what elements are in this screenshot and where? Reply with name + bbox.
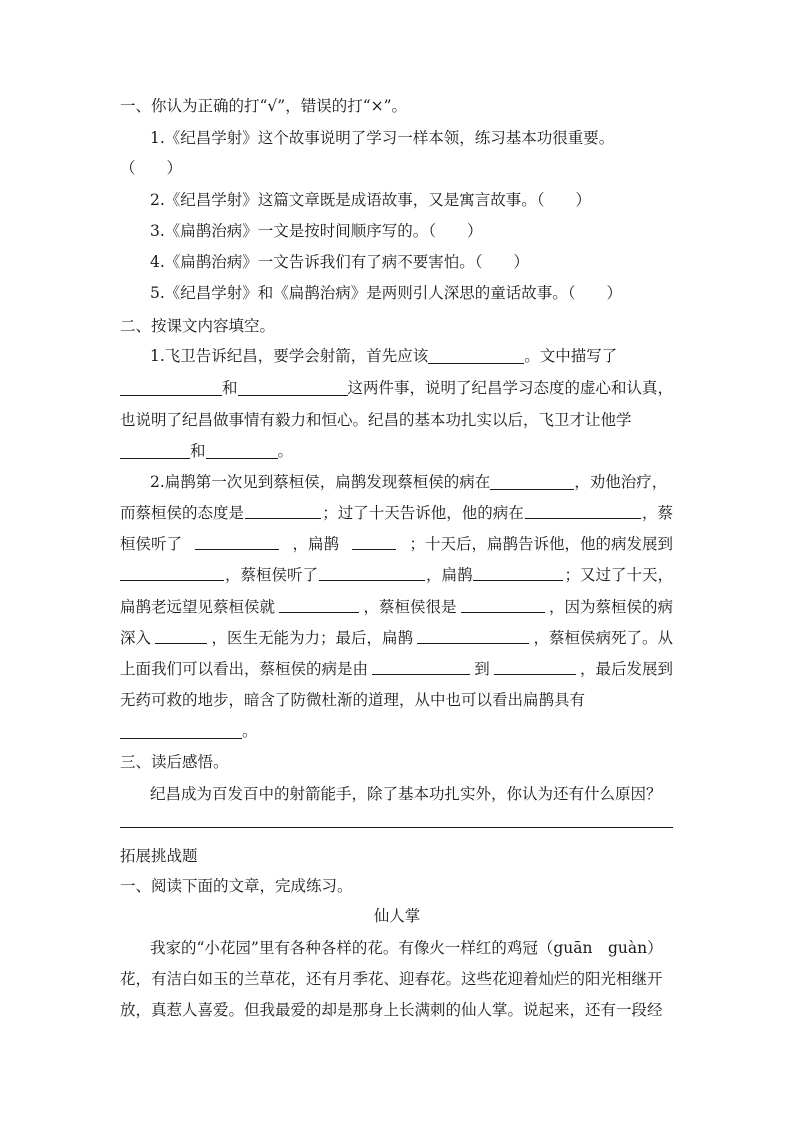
fill-blank[interactable] [352,534,396,550]
q2-line-5: 扁鹊老远望见蔡桓侯就 ，蔡桓侯很是 ，因为蔡桓侯的病 [120,598,673,616]
q2-line-6: 深入 ，医生无能为力；最后，扁鹊 ，蔡桓侯病死了。从 [120,629,673,647]
article-title: 仙人掌 [373,907,421,925]
fill-blank[interactable] [195,534,279,550]
s1-item-4: 4.《扁鹊治病》一文告诉我们有了病不要害怕。（ ） [150,253,530,271]
s1-item-1-bracket: （ ） [120,159,183,177]
fill-blank[interactable] [494,659,576,675]
extension-title: 拓展挑战题 [120,847,198,865]
fill-blank[interactable] [428,348,524,364]
q2-line-2: 而蔡桓侯的态度是 ；过了十天告诉他，他的病在 ，蔡 [120,504,673,522]
fill-blank[interactable] [120,443,190,459]
article-line-2: 花，有洁白如玉的兰草花，还有月季花、迎春花。这些花迎着灿烂的阳光相继开 [120,970,663,988]
s1-item-2: 2.《纪昌学射》这篇文章既是成语故事，又是寓言故事。（ ） [150,191,592,209]
s1-item-1: 1.《纪昌学射》这个故事说明了学习一样本领，练习基本功很重要。 [150,129,615,147]
q2-line-8: 无药可救的地步，暗含了防微杜渐的道理，从中也可以看出扁鹊具有 [120,691,586,709]
answer-line[interactable] [120,827,673,828]
fill-blank[interactable] [473,565,563,581]
fill-blank[interactable] [155,628,207,644]
q2-line-4: ，蔡桓侯听了 ，扁鹊 ；又过了十天， [120,565,673,585]
s1-item-5: 5.《纪昌学射》和《扁鹊治病》是两则引人深思的童话故事。（ ） [150,284,623,302]
fill-blank[interactable] [120,565,224,581]
fill-blank[interactable] [490,474,574,490]
article-line-1: 我家的“小花园”里有各种各样的花。有像火一样红的鸡冠（guān guàn） [150,939,663,957]
q2-line-3: 桓侯听了 ，扁鹊 ；十天后，扁鹊告诉他，他的病发展到 [120,535,673,553]
fill-blank[interactable] [245,503,321,519]
fill-blank[interactable] [120,380,222,396]
fill-blank[interactable] [319,565,425,581]
q1-line-1: 1.飞卫告诉纪昌，要学会射箭，首先应该 。文中描写了 [150,347,618,365]
fill-blank[interactable] [372,659,470,675]
fill-blank[interactable] [238,380,348,396]
section1-heading: 一、你认为正确的打“√”，错误的打“×”。 [120,97,408,115]
q1-line-4: 和 。 [120,441,293,461]
q1-line-3: 也说明了纪昌做事情有毅力和恒心。纪昌的基本功扎实以后，飞卫才让他学 [120,411,632,429]
fill-blank[interactable] [461,597,545,613]
fill-blank[interactable] [206,443,278,459]
s1-item-3: 3.《扁鹊治病》一文是按时间顺序写的。（ ） [150,222,483,240]
fill-blank[interactable] [279,597,359,613]
fill-blank[interactable] [120,723,242,739]
extension-heading: 一、阅读下面的文章，完成练习。 [120,877,353,895]
q2-line-7: 上面我们可以看出，蔡桓侯的病是由 到 ，最后发展到 [120,660,673,678]
q1-line-2: 和 这两件事，说明了纪昌学习态度的虚心和认真， [120,378,673,398]
q2-line-9: 。 [120,721,258,741]
section2-heading: 二、按课文内容填空。 [120,317,276,335]
q2-line-1: 2.扁鹊第一次见到蔡桓侯，扁鹊发现蔡桓侯的病在 ，劝他治疗， [150,473,668,491]
article-line-3: 放，真惹人喜爱。但我最爱的却是那身上长满刺的仙人掌。说起来，还有一段经 [120,1001,663,1019]
fill-blank[interactable] [525,503,641,519]
section3-heading: 三、读后感悟。 [120,753,229,771]
s3-question: 纪昌成为百发百中的射箭能手，除了基本功扎实外，你认为还有什么原因？ [150,785,662,803]
fill-blank[interactable] [417,628,529,644]
